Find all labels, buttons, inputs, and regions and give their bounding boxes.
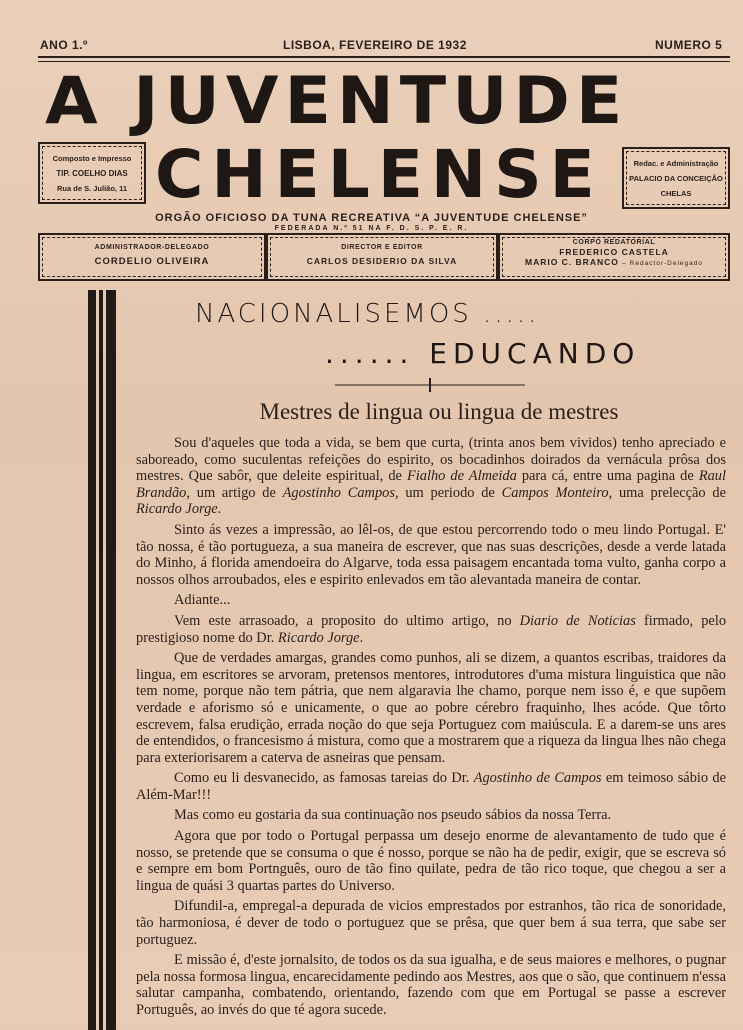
staff-corpo-role: CORPO REDATORIAL <box>572 239 656 246</box>
redaction-place: PALACIO DA CONCEIÇÃO <box>629 173 723 183</box>
author-campos: Campos Monteiro <box>501 484 609 501</box>
staff-redaction <box>498 233 730 281</box>
author-agostinho: Agostinho Campos <box>282 484 395 501</box>
issue-date: LISBOA, FEVEREIRO DE 1932 <box>283 38 467 52</box>
redaction-label: Redac. e Administração <box>633 158 719 168</box>
printer-name: TIP. COELHO DIAS <box>56 168 128 178</box>
staff-corpo-name2: MARIO C. BRANCO <box>524 257 619 267</box>
redaction-box <box>622 147 730 209</box>
author-agostinho-2: Agostinho de Campos <box>473 770 602 787</box>
masthead-title-line2: CHELENSE <box>155 136 603 213</box>
printer-label: Composto e Impresso <box>52 153 132 163</box>
issue-number: NUMERO 5 <box>655 38 723 52</box>
top-rule <box>38 56 730 58</box>
author-raul: Raul Brandão <box>136 468 726 501</box>
issue-year: ANO 1.º <box>40 38 88 52</box>
newspaper-ref: Diario de Noticias <box>519 612 636 629</box>
paragraph-1: Sou d'aqueles que toda a vida, se bem que curta, (trinta anos bem vividos) tenho apreciado e saboreado, como suculentas refeições do espirito, os bocadinhos doirados da vernácula prôsa dos mestres. Que sabôr, que deleite espiritual, de Fialho de Almeida para cá, entre uma pagina de Raul Brandão, um artigo de Agostinho Campos, um periodo de Campos Monteiro, uma prelecção de Ricardo Jorge. <box>136 435 726 518</box>
staff-admin <box>38 233 266 281</box>
masthead-subtitle: ORGÃO OFICIOSO DA TUNA RECREATIVA “A JUVENTUDE CHELENSE” <box>155 212 588 224</box>
staff-admin-role: ADMINISTRADOR-DELEGADO <box>94 244 210 251</box>
top-rule-thin <box>38 61 730 62</box>
staff-director-name: CARLOS DESIDERIO DA SILVA <box>306 256 458 266</box>
paragraph-9: Difundil-a, empregal-a depurada de vicios emprestados por estranhos, tão rica de sonoridade, tão harmoniosa, é dever de todo o portuguez que se prêsa, que quer bem á sua terra, que sabe ser portuguez. <box>136 898 726 948</box>
ornament-divider <box>335 378 525 392</box>
staff-director <box>266 233 498 281</box>
headline-line2: ...... EDUCANDO <box>325 337 641 370</box>
paragraph-3: Adiante... <box>174 592 231 609</box>
paragraph-7: Mas como eu gostaria da sua continuação nos pseudo sábios da nossa Terra. <box>174 807 612 824</box>
staff-corpo-name1: FREDERICO CASTELA <box>559 247 669 257</box>
article-title: Mestres de lingua ou lingua de mestres <box>259 399 619 424</box>
headline-line1: NACIONALISEMOS ..... <box>195 299 540 329</box>
redaction-city: CHELAS <box>660 188 692 198</box>
printer-address: Rua de S. Julião, 11 <box>56 183 128 193</box>
paragraph-6: Como eu li desvanecido, as famosas tareias do Dr. Agostinho de Campos em teimoso sábio de Além-Mar!!! <box>136 770 727 803</box>
paragraph-4: Vem este arrasoado, a proposito do ultimo artigo, no Diario de Noticias firmado, pelo prestigioso nome do Dr. Ricardo Jorge. <box>136 612 727 646</box>
staff-admin-name: CORDELIO OLIVEIRA <box>94 256 210 267</box>
staff-director-role: DIRECTOR E EDITOR <box>341 244 423 251</box>
paragraph-5: Que de verdades amargas, grandes como punhos, ali se dizem, a quantos escribas, traidores da lingua, em escritores se arvoram, pretensos mentores, introdutores d'uma mistura linguistica que não tem nome, porque não tem pátria, que nem algaravia lhe chamo, porque nem isso é, e que supõem verdade e aforismo só e unicamente, o que ao pobre cérebro fraquinho, lhes acóde. Que tôrto escrevem, falsa erudição, errada noção do que seja Portuguez com maiúscula. E a darem-se uns ares de entendidos, o francesismo á mistura, como que a mostrarem que a riqueza da lingua lhes não chega para exteriorisarem a caterva de asneiras que pensam. <box>136 650 726 766</box>
author-fialho: Fialho de Almeida <box>407 468 517 485</box>
staff-corpo-note: – Redactor-Delegado <box>622 260 704 267</box>
masthead-federation: FEDERADA N.º 51 NA F. D. S. P. E. R. <box>274 225 469 232</box>
printer-box <box>38 142 146 204</box>
masthead-title-line1: A JUVENTUDE <box>45 64 629 140</box>
paragraph-10: E missão é, d'este jornalsito, de todos os da sua igualha, e de seus maiores e melhores, o pugnar pela nossa formosa lingua, encarecidamente pedindo aos Mestres, aos que o são, que continuem n'essa salutar campanha, combatendo, orientando, fazendo com que em Portugal se passe a escrever Português, ao invés do que té agora sucede. <box>136 952 726 1018</box>
author-ricardo: Ricardo Jorge <box>136 501 218 518</box>
paragraph-2: Sinto ás vezes a impressão, ao lêl-os, de que estou percorrendo todo o meu lindo Portugal. E' tão nossa, é tão portugueza, a sua maneira de escrever, que nas suas descrições, desde a verde latada do Minho, á florida amendoeira do Algarve, toda essa paisagem encantada toma vulto, ganha corpo a nossos olhos arroubados, eles e espirito enlevados em tão alevantada maneira de contar. <box>136 521 726 588</box>
paragraph-8: Agora que por todo o Portugal perpassa um desejo enorme de alevantamento de tudo que é nosso, se pretende que se consuma o que é nosso, porque se não ha de pedir, exigir, que se escreva só e sempre em bom Portnguês, ouro de tão fino quilate, pedra de tão rico toque, que chegou a ser a lingua de quási 3 quartas partes do Universo. <box>136 828 726 894</box>
author-ricardo-2: Ricardo Jorge <box>277 629 360 646</box>
article-body <box>136 435 726 1023</box>
